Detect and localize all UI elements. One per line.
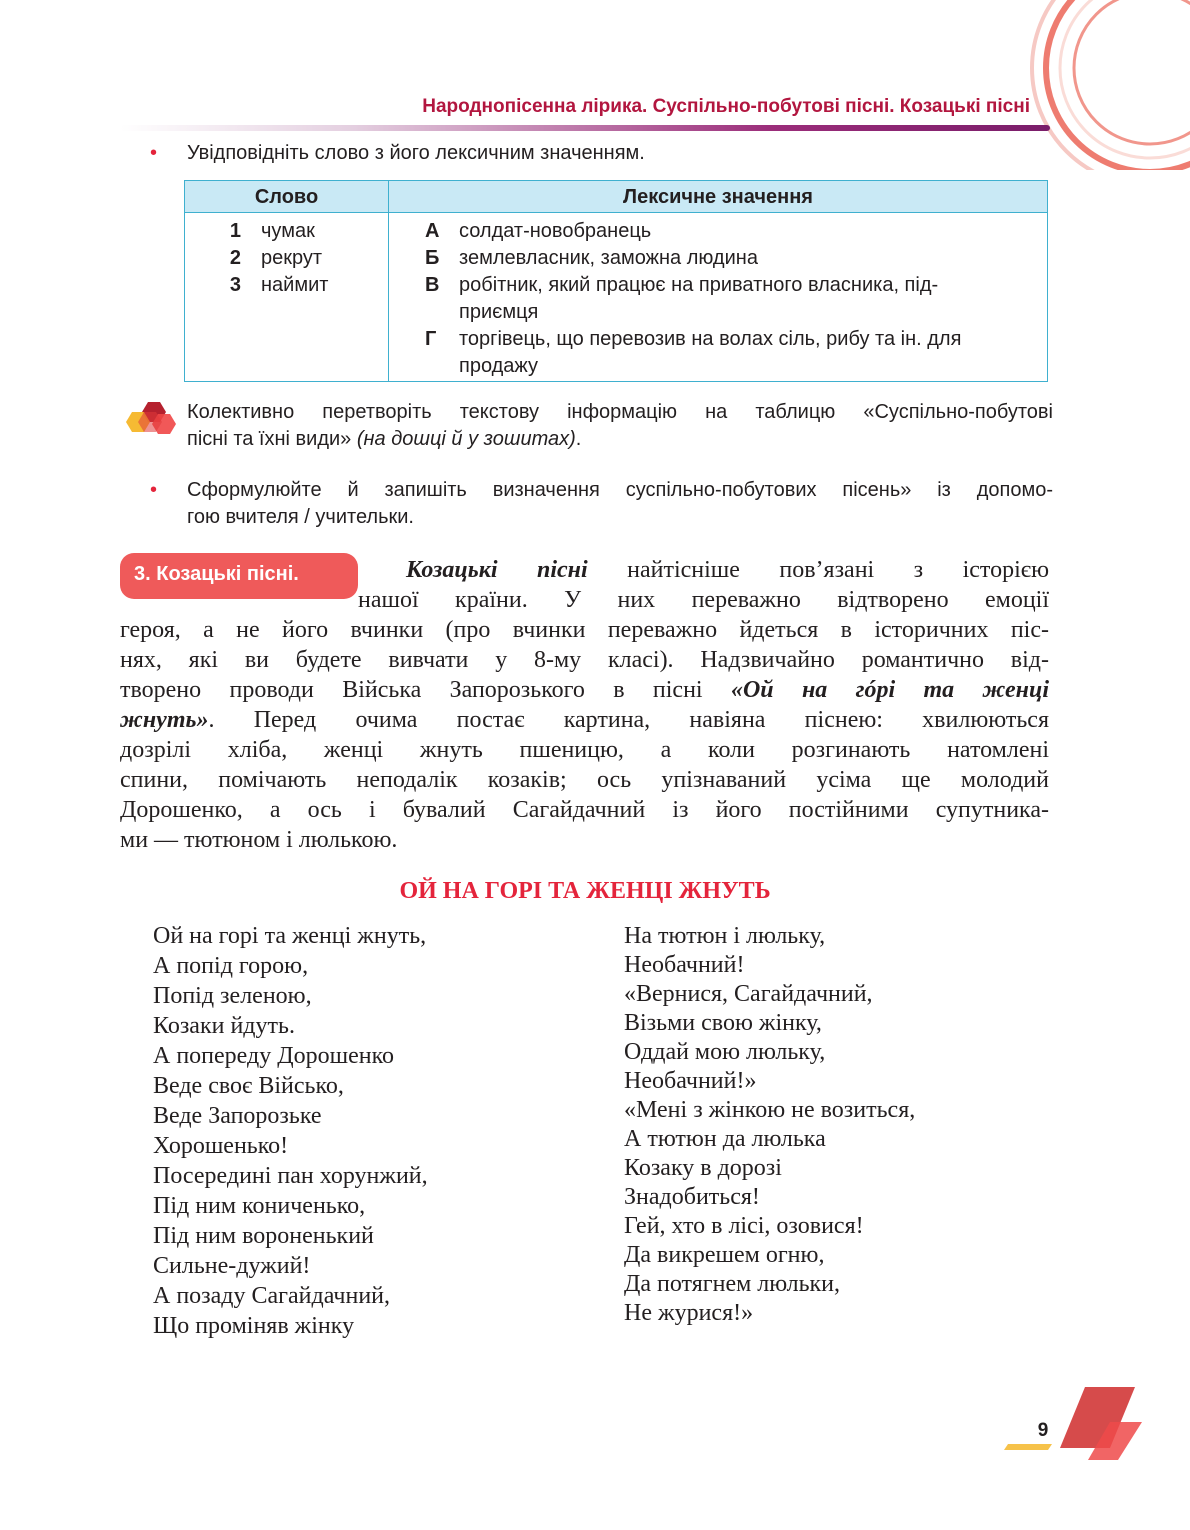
page-number: 9 bbox=[1037, 1420, 1049, 1441]
poem-right-column bbox=[624, 921, 915, 1327]
poem-line: Що проміняв жінку bbox=[153, 1313, 355, 1339]
poem-line: Візьми свою жінку, bbox=[624, 1010, 822, 1036]
poem-line: «Вернися, Сагайдачний, bbox=[624, 981, 873, 1007]
footer-decoration bbox=[1000, 1380, 1150, 1470]
bullet-icon: • bbox=[150, 142, 158, 164]
paragraph-line: Козацькі пісні найтісніше пов’язані з історією bbox=[406, 557, 1049, 583]
meaning-letter: А bbox=[425, 220, 440, 242]
group-task-period: . bbox=[575, 428, 582, 450]
poem-line: Попід зеленою, bbox=[153, 983, 312, 1009]
paragraph-line: героя, а не його вчинки (про вчинки переважно йдеться в історичних піс- bbox=[120, 617, 1049, 643]
meaning-text: торгівець, що перевозив на волах сіль, рибу та ін. для bbox=[459, 328, 962, 350]
poem-line: А тютюн да люлька bbox=[624, 1126, 826, 1152]
group-task-plain: пісні та їхні види» bbox=[187, 428, 357, 450]
group-work-icon bbox=[118, 400, 182, 442]
term-bold: Козацькі пісні bbox=[406, 557, 588, 583]
paragraph-line: спини, помічають неподалік козаків; ось упізнаваний усіма ще молодий bbox=[120, 767, 1049, 793]
meaning-letter: В bbox=[425, 274, 440, 296]
poem-line: Посередині пан хорунжий, bbox=[153, 1163, 428, 1189]
group-task-note: (на дошці й у зошитах) bbox=[356, 428, 576, 450]
task-text: Сформулюйте й запишіть визначення суспільно-побутових пісень» із допомо- bbox=[187, 479, 1053, 501]
meaning-letter: Г bbox=[425, 328, 437, 350]
section-badge: 3. Козацькі пісні. bbox=[120, 553, 358, 599]
poem-line: А попереду Дорошенко bbox=[153, 1043, 395, 1069]
poem-line: На тютюн і люльку, bbox=[624, 923, 826, 949]
word-number: 2 bbox=[229, 247, 241, 269]
word-item: чумак bbox=[261, 220, 315, 242]
word-number: 1 bbox=[229, 220, 241, 242]
meaning-text: приємця bbox=[459, 301, 539, 323]
paragraph-line: ми — тютюном і люлькою. bbox=[120, 827, 398, 853]
column-header-meaning: Лексичне значення bbox=[623, 186, 813, 208]
poem-line: Необачний!» bbox=[624, 1068, 757, 1094]
poem-line: Веде своє Військо, bbox=[153, 1073, 344, 1099]
word-item: наймит bbox=[261, 274, 329, 296]
paragraph-line: творено проводи Війська Запорозького в пісні «Ой на гóрі та женці bbox=[120, 677, 1050, 703]
poem-line: А позаду Сагайдачний, bbox=[153, 1283, 391, 1309]
poem-line: А попід горою, bbox=[153, 953, 309, 979]
vocabulary-table bbox=[184, 180, 1048, 382]
poem-line: Не журися!» bbox=[624, 1300, 754, 1326]
bullet-icon: • bbox=[150, 479, 158, 501]
paragraph-line: Дорошенко, а ось і бувалий Сагайдачний із його постійними супутника- bbox=[120, 797, 1049, 823]
header-divider bbox=[120, 125, 1050, 131]
poem-line: «Мені з жінкою не возиться, bbox=[624, 1097, 916, 1123]
task-text: гою вчителя / учительки. bbox=[187, 506, 414, 528]
word-number: 3 bbox=[229, 274, 241, 296]
paragraph-line: нях, які ви будете вивчати у 8-му класі). Надзвичайно романтично від- bbox=[120, 647, 1049, 673]
meaning-text: робітник, який працює на приватного власника, під- bbox=[459, 274, 939, 296]
paragraph-line: жнуть». Перед очима постає картина, навіяна піснею: хвилюються bbox=[120, 707, 1049, 733]
song-title-ref: жнуть» bbox=[120, 707, 209, 733]
group-task-line bbox=[187, 426, 1053, 453]
poem-line: Да викрешем огню, bbox=[624, 1242, 825, 1268]
chapter-header-title: Народнопісенна лірика. Суспільно-побутові пісні. Козацькі пісні bbox=[422, 96, 1030, 117]
word-item: рекрут bbox=[261, 247, 323, 269]
poem-line: Сильне-дужий! bbox=[153, 1253, 311, 1279]
paragraph-line: дозрілі хліба, женці жнуть пшеницю, а коли розгинають натомлені bbox=[120, 737, 1049, 763]
poem-title: ОЙ НА ГОРІ ТА ЖЕНЦІ ЖНУТЬ bbox=[399, 878, 771, 904]
poem-line: Під ним вороненький bbox=[153, 1223, 374, 1249]
poem-left-column bbox=[153, 921, 428, 1341]
group-task-line: Колективно перетворіть текстову інформацію на таблицю «Суспільно-побутові bbox=[187, 401, 1053, 423]
meaning-text: солдат-новобранець bbox=[459, 220, 652, 242]
meaning-text: продажу bbox=[459, 355, 539, 377]
poem-line: Хорошенько! bbox=[153, 1133, 289, 1159]
meaning-letter: Б bbox=[425, 247, 440, 269]
poem-line: Гей, хто в лісі, озовися! bbox=[624, 1213, 864, 1239]
meaning-text: землевласник, заможна людина bbox=[459, 247, 758, 269]
paragraph-line: нашої країни. У них переважно відтворено емоції bbox=[358, 587, 1049, 613]
poem-line: Да потягнем люльки, bbox=[624, 1271, 841, 1297]
song-title-ref: «Ой на гóрі та женці bbox=[730, 677, 1050, 703]
poem-line: Ой на горі та женці жнуть, bbox=[153, 923, 427, 949]
column-header-word: Слово bbox=[254, 186, 319, 208]
poem-line: Необачний! bbox=[624, 952, 745, 978]
task-text: Увідповідніть слово з його лексичним значенням. bbox=[187, 142, 645, 164]
poem-line: Оддай мою люльку, bbox=[624, 1039, 826, 1065]
poem-line: Знадобиться! bbox=[624, 1184, 760, 1210]
poem-line: Козаку в дорозі bbox=[624, 1155, 782, 1181]
poem-line: Веде Запорозьке bbox=[153, 1103, 322, 1129]
poem-line: Козаки йдуть. bbox=[153, 1013, 295, 1039]
poem-line: Під ним кониченько, bbox=[153, 1193, 366, 1219]
